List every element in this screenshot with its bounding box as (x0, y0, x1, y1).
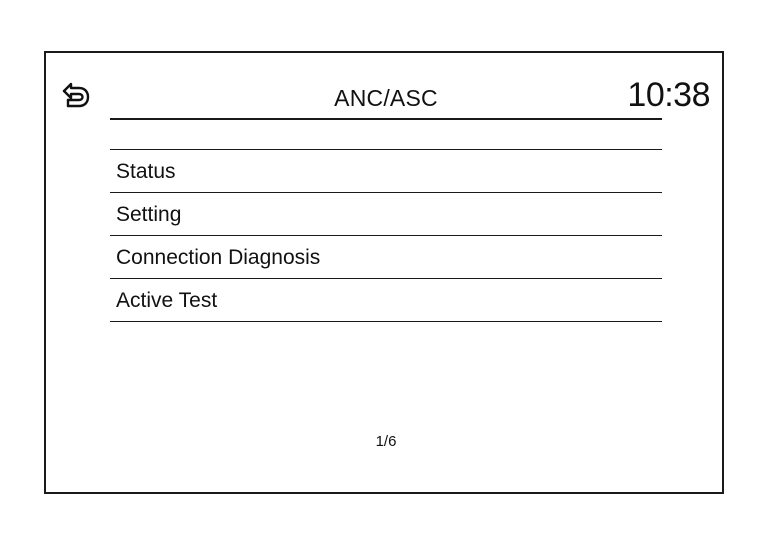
menu-list (110, 149, 662, 322)
menu-item-status[interactable] (110, 150, 662, 193)
menu-item-active-test[interactable] (110, 279, 662, 322)
menu-item-label: Setting (116, 203, 182, 226)
header-divider (110, 118, 662, 120)
menu-item-connection-diagnosis[interactable] (110, 236, 662, 279)
back-arrow-icon (58, 79, 92, 118)
menu-item-setting[interactable] (110, 193, 662, 236)
clock: 10:38 (627, 76, 710, 114)
menu-item-label: Status (116, 160, 176, 183)
menu-item-label: Connection Diagnosis (116, 246, 321, 269)
page-title: ANC/ASC (334, 85, 438, 111)
menu-item-label: Active Test (116, 289, 218, 312)
page-indicator: 1/6 (375, 433, 397, 450)
back-button[interactable] (57, 80, 93, 116)
